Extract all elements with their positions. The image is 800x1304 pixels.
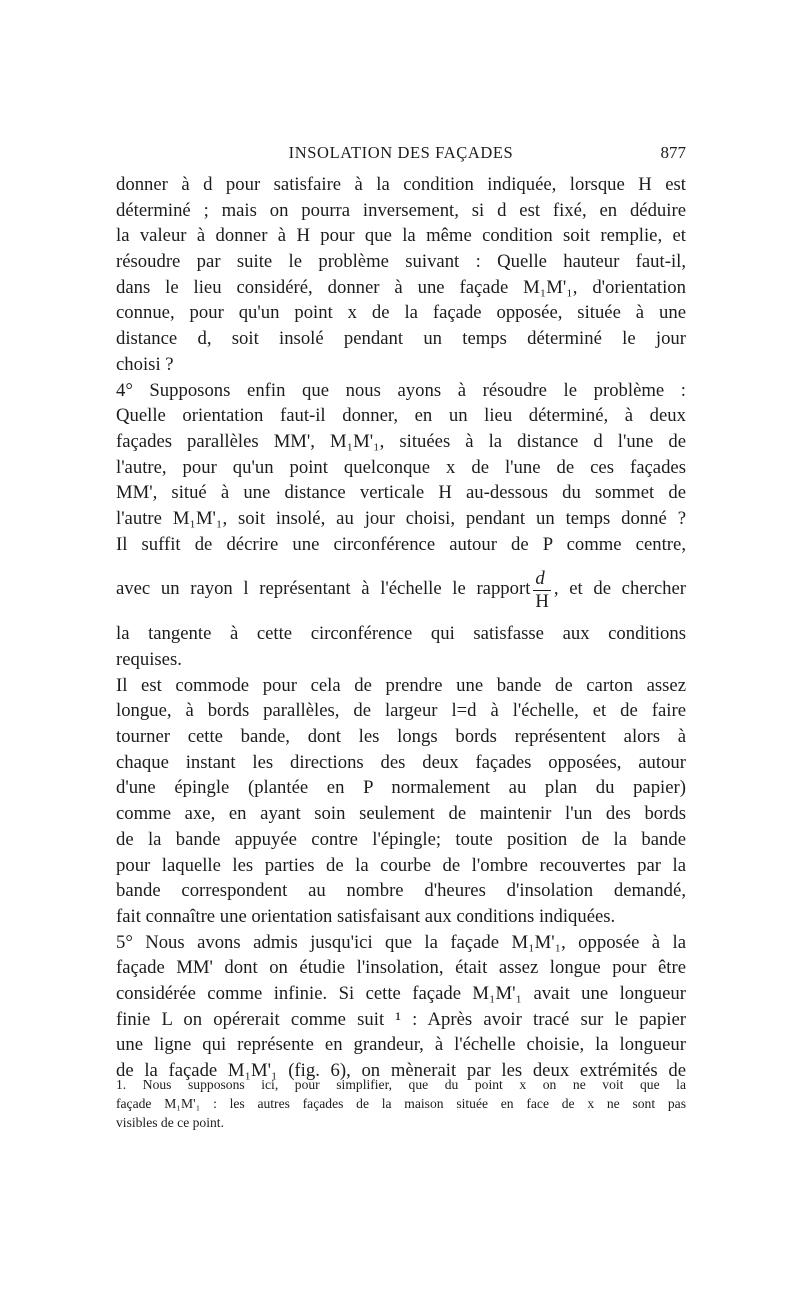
text-line: façades parallèles MM', M₁M'₁, situées à la distance d l'une de bbox=[116, 430, 686, 452]
text-line: comme axe, en ayant soin seulement de maintenir l'un des bords bbox=[116, 803, 686, 825]
footnote-line: 1. Nous supposons ici, pour simplifier, que du point x on ne voit que la bbox=[116, 1077, 686, 1092]
text-line: Il suffit de décrire une circonférence autour de P comme centre, bbox=[116, 533, 686, 555]
text-line: de la bande appuyée contre l'épingle; toute position de la bande bbox=[116, 828, 686, 850]
text-line: chaque instant les directions des deux façades opposées, autour bbox=[116, 751, 686, 773]
ratio-text-before: avec un rayon l représentant à l'échelle le rapport bbox=[116, 578, 531, 600]
text-line: 4° Supposons enfin que nous ayons à résoudre le problème : bbox=[116, 379, 686, 401]
text-line: une ligne qui représente en grandeur, à l'échelle choisie, la longueur bbox=[116, 1034, 686, 1056]
text-line: pour laquelle les parties de la courbe de l'ombre recouvertes par la bbox=[116, 854, 686, 876]
text-line: déterminé ; mais on pourra inversement, si d est fixé, en déduire bbox=[116, 199, 686, 221]
text-line: MM', situé à une distance verticale H au-dessous du sommet de bbox=[116, 482, 686, 504]
text-line: dans le lieu considéré, donner à une façade M₁M'₁, d'orientation bbox=[116, 276, 686, 298]
text-line: choisi ? bbox=[116, 353, 174, 375]
text-line: connue, pour qu'un point x de la façade opposée, située à une bbox=[116, 302, 686, 324]
ratio-text-after: , et de chercher bbox=[553, 578, 686, 600]
text-line: l'autre M₁M'₁, soit insolé, au jour choisi, pendant un temps donné ? bbox=[116, 507, 686, 529]
ratio-line bbox=[116, 557, 686, 621]
text-line: Il est commode pour cela de prendre une bande de carton assez bbox=[116, 674, 686, 696]
text-line: donner à d pour satisfaire à la condition indiquée, lorsque H est bbox=[116, 174, 686, 195]
text-line: longue, à bords parallèles, de largeur l=d à l'échelle, et de faire bbox=[116, 700, 686, 722]
ratio-fraction bbox=[533, 568, 551, 613]
text-line: la valeur à donner à H pour que la même condition soit remplie, et bbox=[116, 225, 686, 247]
text-line: de la façade M₁M'₁ (fig. 6), on mènerait par les deux extrémités de bbox=[116, 1060, 686, 1081]
text-line: bande correspondent au nombre d'heures d'insolation demandé, bbox=[116, 880, 686, 902]
footnote-line: visibles de ce point. bbox=[116, 1115, 224, 1130]
text-line: 5° Nous avons admis jusqu'ici que la façade M₁M'₁, opposée à la bbox=[116, 931, 686, 953]
footnote-line: façade M₁M'₁ : les autres façades de la maison située en face de x ne sont pas bbox=[116, 1096, 686, 1111]
text-line: résoudre par suite le problème suivant : Quelle hauteur faut-il, bbox=[116, 251, 686, 273]
text-line: l'autre, pour qu'un point quelconque x de l'une de ces façades bbox=[116, 456, 686, 478]
footnotes bbox=[116, 1075, 686, 1132]
text-line: requises. bbox=[116, 649, 182, 670]
text-line: considérée comme infinie. Si cette façade M₁M'₁ avait une longueur bbox=[116, 982, 686, 1004]
body-text bbox=[116, 172, 686, 1084]
text-line: la tangente à cette circonférence qui satisfasse aux conditions bbox=[116, 623, 686, 645]
text-line: d'une épingle (plantée en P normalement au plan du papier) bbox=[116, 777, 686, 799]
fraction-denominator: H bbox=[535, 590, 549, 612]
text-line: finie L on opérerait comme suit ¹ : Après avoir tracé sur le papier bbox=[116, 1008, 686, 1030]
fraction-numerator: d bbox=[533, 568, 551, 591]
text-line: façade MM' dont on étudie l'insolation, était assez longue pour être bbox=[116, 957, 686, 979]
text-line: distance d, soit insolé pendant un temps déterminé le jour bbox=[116, 328, 686, 350]
text-line: Quelle orientation faut-il donner, en un lieu déterminé, à deux bbox=[116, 405, 686, 427]
page-header bbox=[116, 143, 686, 169]
text-line: tourner cette bande, dont les longs bords représentent alors à bbox=[116, 726, 686, 748]
page-number: 877 bbox=[660, 143, 686, 162]
text-line: fait connaître une orientation satisfaisant aux conditions indiquées. bbox=[116, 905, 616, 927]
running-title: INSOLATION DES FAÇADES bbox=[288, 143, 514, 162]
